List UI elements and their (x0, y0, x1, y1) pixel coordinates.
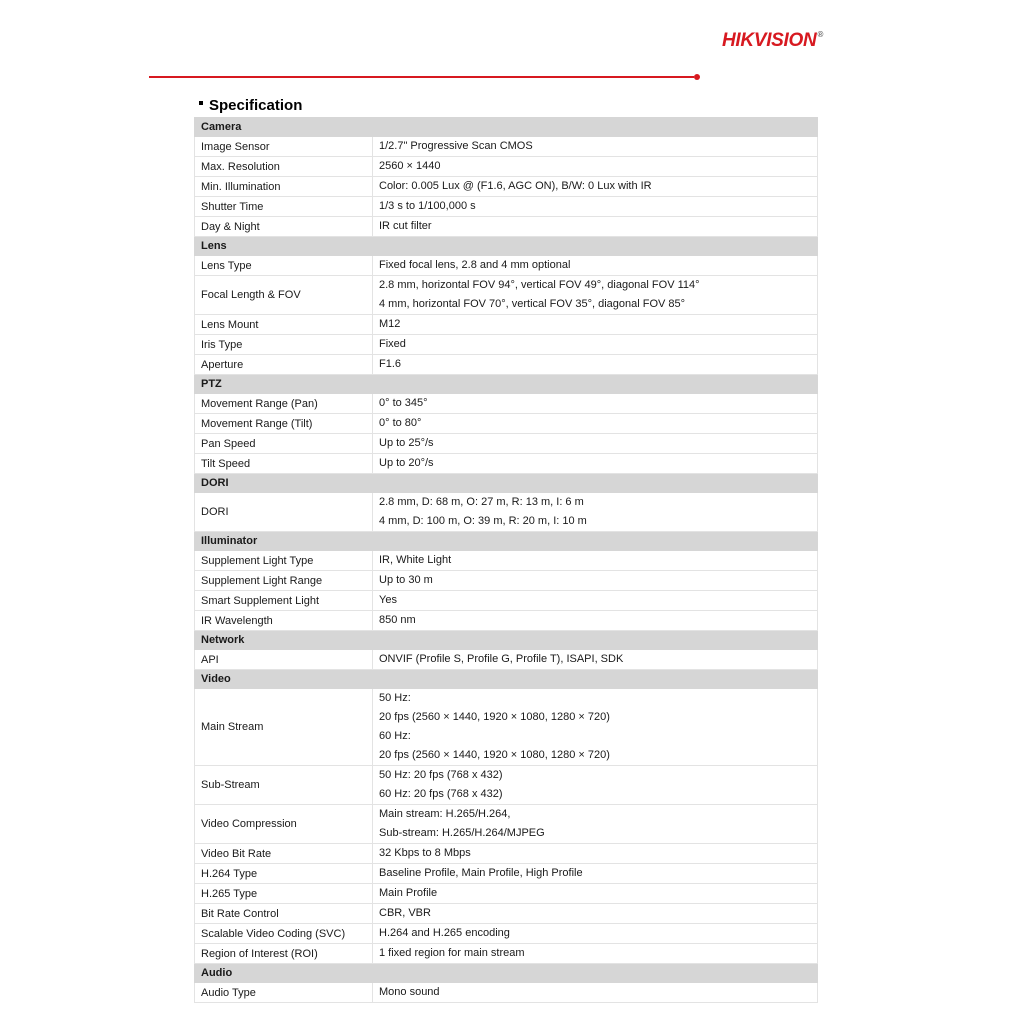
spec-value (373, 571, 818, 591)
spec-value-line: 20 fps (2560 × 1440, 1920 × 1080, 1280 × 720) (379, 749, 610, 761)
spec-value-line: 4 mm, D: 100 m, O: 39 m, R: 20 m, I: 10 m (379, 515, 587, 527)
section-header (195, 964, 818, 983)
logo-text: HIKVISION (722, 30, 817, 51)
spec-value-line: M12 (379, 318, 401, 330)
spec-value-line: 2.8 mm, horizontal FOV 94°, vertical FOV 49°, diagonal FOV 114° (379, 279, 700, 291)
spec-value-line: Main stream: H.265/H.264, (379, 808, 511, 820)
spec-value (373, 276, 818, 315)
spec-value-line: ONVIF (Profile S, Profile G, Profile T), ISAPI, SDK (379, 653, 624, 665)
spec-value-line: CBR, VBR (379, 907, 431, 919)
spec-value-line: Up to 30 m (379, 574, 433, 586)
table-row (195, 217, 818, 237)
spec-value (373, 983, 818, 1003)
spec-value-line: Yes (379, 594, 397, 606)
section-header (195, 631, 818, 650)
spec-value (373, 551, 818, 571)
spec-value (373, 844, 818, 864)
table-row (195, 335, 818, 355)
spec-label: Tilt Speed (195, 454, 373, 474)
table-row (195, 394, 818, 414)
spec-value-line: 1 fixed region for main stream (379, 947, 525, 959)
spec-value (373, 355, 818, 375)
spec-value (373, 335, 818, 355)
spec-label: Aperture (195, 355, 373, 375)
spec-label: Iris Type (195, 335, 373, 355)
spec-value (373, 766, 818, 805)
spec-value-line: Color: 0.005 Lux @ (F1.6, AGC ON), B/W: 0 Lux with IR (379, 180, 652, 192)
spec-label: Movement Range (Tilt) (195, 414, 373, 434)
spec-label: Focal Length & FOV (195, 276, 373, 315)
spec-value (373, 805, 818, 844)
spec-label: Bit Rate Control (195, 904, 373, 924)
spec-value-line: 2.8 mm, D: 68 m, O: 27 m, R: 13 m, I: 6 m (379, 496, 584, 508)
spec-label: API (195, 650, 373, 670)
spec-label: Lens Mount (195, 315, 373, 335)
spec-value-line: 1/2.7" Progressive Scan CMOS (379, 140, 533, 152)
spec-label: H.265 Type (195, 884, 373, 904)
table-row (195, 197, 818, 217)
spec-label: Max. Resolution (195, 157, 373, 177)
spec-value-line: 60 Hz: (379, 730, 411, 742)
table-row (195, 315, 818, 335)
spec-value (373, 591, 818, 611)
spec-table (194, 117, 818, 1003)
table-row (195, 844, 818, 864)
spec-value (373, 217, 818, 237)
spec-value-line: Fixed focal lens, 2.8 and 4 mm optional (379, 259, 571, 271)
spec-value-line: Sub-stream: H.265/H.264/MJPEG (379, 827, 545, 839)
spec-value-line: Baseline Profile, Main Profile, High Profile (379, 867, 583, 879)
section-header (195, 670, 818, 689)
table-row (195, 689, 818, 766)
table-row (195, 454, 818, 474)
spec-value-line: Main Profile (379, 887, 438, 899)
table-row (195, 904, 818, 924)
spec-label: Shutter Time (195, 197, 373, 217)
spec-value-line: 50 Hz: (379, 692, 411, 704)
spec-label: Image Sensor (195, 137, 373, 157)
bullet-icon (199, 101, 203, 105)
spec-value-line: 0° to 345° (379, 397, 428, 409)
table-row (195, 137, 818, 157)
spec-label: H.264 Type (195, 864, 373, 884)
spec-value-line: 4 mm, horizontal FOV 70°, vertical FOV 35°, diagonal FOV 85° (379, 298, 686, 310)
table-row (195, 256, 818, 276)
header-divider (149, 76, 694, 78)
spec-value-line: 0° to 80° (379, 417, 422, 429)
table-row (195, 944, 818, 964)
table-row (195, 177, 818, 197)
spec-label: Supplement Light Range (195, 571, 373, 591)
section-title: Network (195, 631, 818, 650)
spec-value (373, 256, 818, 276)
spec-value (373, 137, 818, 157)
spec-label: Day & Night (195, 217, 373, 237)
spec-value-line: Fixed (379, 338, 406, 350)
spec-value (373, 493, 818, 532)
hikvision-logo (722, 30, 823, 52)
spec-value-line: H.264 and H.265 encoding (379, 927, 510, 939)
registered-mark: ® (817, 30, 824, 39)
spec-label: IR Wavelength (195, 611, 373, 631)
spec-value-line: 50 Hz: 20 fps (768 x 432) (379, 769, 503, 781)
spec-value (373, 884, 818, 904)
table-row (195, 766, 818, 805)
section-header (195, 375, 818, 394)
table-row (195, 591, 818, 611)
spec-label: Movement Range (Pan) (195, 394, 373, 414)
spec-label: Audio Type (195, 983, 373, 1003)
spec-value (373, 689, 818, 766)
table-row (195, 571, 818, 591)
table-row (195, 864, 818, 884)
table-row (195, 276, 818, 315)
section-title: PTZ (195, 375, 818, 394)
spec-label: Lens Type (195, 256, 373, 276)
spec-value-line: 2560 × 1440 (379, 160, 441, 172)
section-title: Lens (195, 237, 818, 256)
spec-value-line: 20 fps (2560 × 1440, 1920 × 1080, 1280 × 720) (379, 711, 610, 723)
spec-label: Sub-Stream (195, 766, 373, 805)
table-row (195, 924, 818, 944)
table-row (195, 434, 818, 454)
table-row (195, 611, 818, 631)
spec-value (373, 650, 818, 670)
spec-value (373, 315, 818, 335)
spec-label: Main Stream (195, 689, 373, 766)
header-divider-dot (694, 74, 700, 80)
page-title (199, 97, 302, 114)
table-row (195, 884, 818, 904)
spec-value-line: Mono sound (379, 986, 440, 998)
spec-value (373, 454, 818, 474)
section-header (195, 118, 818, 137)
page-title-text: Specification (209, 97, 303, 114)
spec-label: Pan Speed (195, 434, 373, 454)
table-row (195, 805, 818, 844)
spec-label: DORI (195, 493, 373, 532)
table-row (195, 355, 818, 375)
spec-value (373, 924, 818, 944)
table-row (195, 983, 818, 1003)
spec-label: Scalable Video Coding (SVC) (195, 924, 373, 944)
spec-value-line: Up to 25°/s (379, 437, 434, 449)
spec-value (373, 944, 818, 964)
spec-value-line: 1/3 s to 1/100,000 s (379, 200, 476, 212)
spec-value (373, 157, 818, 177)
table-row (195, 493, 818, 532)
spec-value-line: F1.6 (379, 358, 402, 370)
section-title: Camera (195, 118, 818, 137)
spec-value (373, 864, 818, 884)
section-header (195, 237, 818, 256)
section-title: Video (195, 670, 818, 689)
spec-value-line: 850 nm (379, 614, 416, 626)
spec-label: Video Compression (195, 805, 373, 844)
section-header (195, 532, 818, 551)
spec-value-line: Up to 20°/s (379, 457, 434, 469)
spec-value (373, 414, 818, 434)
section-title: Illuminator (195, 532, 818, 551)
section-title: Audio (195, 964, 818, 983)
table-row (195, 414, 818, 434)
spec-value-line: 60 Hz: 20 fps (768 x 432) (379, 788, 503, 800)
table-row (195, 551, 818, 571)
spec-label: Supplement Light Type (195, 551, 373, 571)
spec-value (373, 434, 818, 454)
section-header (195, 474, 818, 493)
section-title: DORI (195, 474, 818, 493)
spec-label: Video Bit Rate (195, 844, 373, 864)
spec-value-line: IR, White Light (379, 554, 452, 566)
spec-value-line: 32 Kbps to 8 Mbps (379, 847, 471, 859)
spec-value (373, 904, 818, 924)
spec-value-line: IR cut filter (379, 220, 432, 232)
spec-label: Region of Interest (ROI) (195, 944, 373, 964)
spec-value (373, 394, 818, 414)
spec-label: Min. Illumination (195, 177, 373, 197)
spec-value (373, 611, 818, 631)
table-row (195, 650, 818, 670)
spec-value (373, 197, 818, 217)
spec-value (373, 177, 818, 197)
spec-label: Smart Supplement Light (195, 591, 373, 611)
table-row (195, 157, 818, 177)
